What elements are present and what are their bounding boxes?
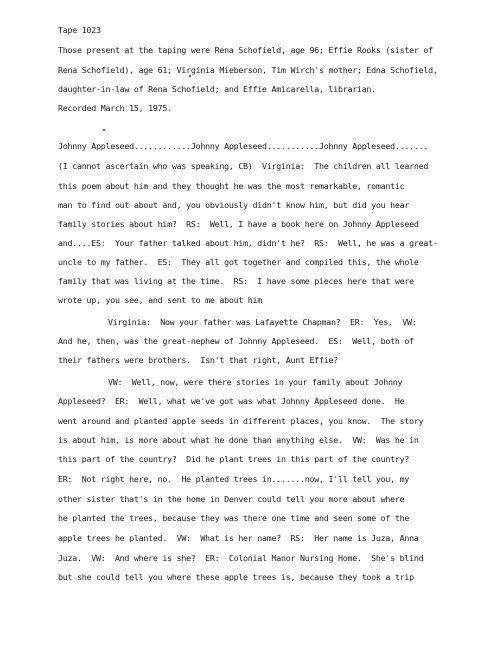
transcript-line: other sister that's in the home in Denver could tell you more about where xyxy=(58,494,405,504)
transcript-line: And he, then, was the great-nephew of Johnny Appleseed. ES: Well, both of xyxy=(58,336,414,346)
tape-label: Tape 1023 xyxy=(58,25,101,35)
transcript-line: Virginia: Now your father was Lafayette Chapman? ER: Yes. VW: xyxy=(108,317,417,327)
recorded-date: Recorded March 15, 1975. xyxy=(58,103,172,113)
header-line: daughter-in-law of Rena Schofield; and Effie Amicarella, librarian. xyxy=(58,84,376,94)
transcript-line: this poem about him and they thought he was the most remarkable, romantic xyxy=(58,181,405,191)
transcript-line: Johnny Appleseed............Johnny Appleseed...........Johnny Appleseed....... xyxy=(58,141,429,151)
transcript-line: VW: Well, now, were there stories in your family about Johnny xyxy=(108,377,403,387)
transcript-line: he planted the trees, because they was there one time and seen some of the xyxy=(58,513,410,523)
transcript-line: this part of the country? Did he plant trees in this part of the country? xyxy=(58,454,410,464)
transcript-line: wrote up, you see, and sent to me about him xyxy=(58,295,263,305)
transcript-line: Appleseed? ER: Well, what we've got was what Johnny Appleseed done. He xyxy=(58,396,405,406)
transcript-line: went around and planted apple seeds in different places, you know. The story xyxy=(58,416,424,426)
transcript-line: but she could tell you where these apple trees is, because they took a trip xyxy=(58,572,414,582)
stray-mark xyxy=(189,75,191,77)
transcript-line: family stories about him? RS: Well, I have a book here on Johnny Appleseed xyxy=(58,219,419,229)
transcript-line: man to find out about and, you obviously didn't know him, but did you hear xyxy=(58,200,410,210)
transcript-line: apple trees he planted. VW: What is her name? RS: Her name is Juza, Anna xyxy=(58,533,419,543)
transcript-line: ER: Not right here, no. He planted trees in.......now, I'll tell you, my xyxy=(58,474,410,484)
transcript-line: and....ES: Your father talked about him, didn't he? RS: Well, he was a great- xyxy=(58,238,438,248)
transcript-line: Juza. VW: And where is she? ER: Colonial Manor Nursing Home. She's blind xyxy=(58,553,424,563)
header-line: Rena Schofield), age 61; Virginia Mieberson, Tim Wirch's mother; Edna Schofield, xyxy=(58,65,438,75)
transcript-line: their fathers were brothers. Isn't that right, Aunt Effie? xyxy=(58,355,338,365)
transcript-line: is about him, is more about what he done than anything else. VW: Was he in xyxy=(58,435,419,445)
header-line: Those present at the taping were Rena Schofield, age 96; Effie Rooks (sister of xyxy=(58,45,433,55)
transcript-line: (I cannot ascertain who was speaking, CB) Virginia: The children all learned xyxy=(58,161,429,171)
transcript-line: uncle to my father. ES: They all got together and compiled this, the whole xyxy=(58,257,419,267)
transcript-line: family that was living at the time. RS: I have some pieces here that were xyxy=(58,276,414,286)
stray-mark xyxy=(103,129,105,131)
